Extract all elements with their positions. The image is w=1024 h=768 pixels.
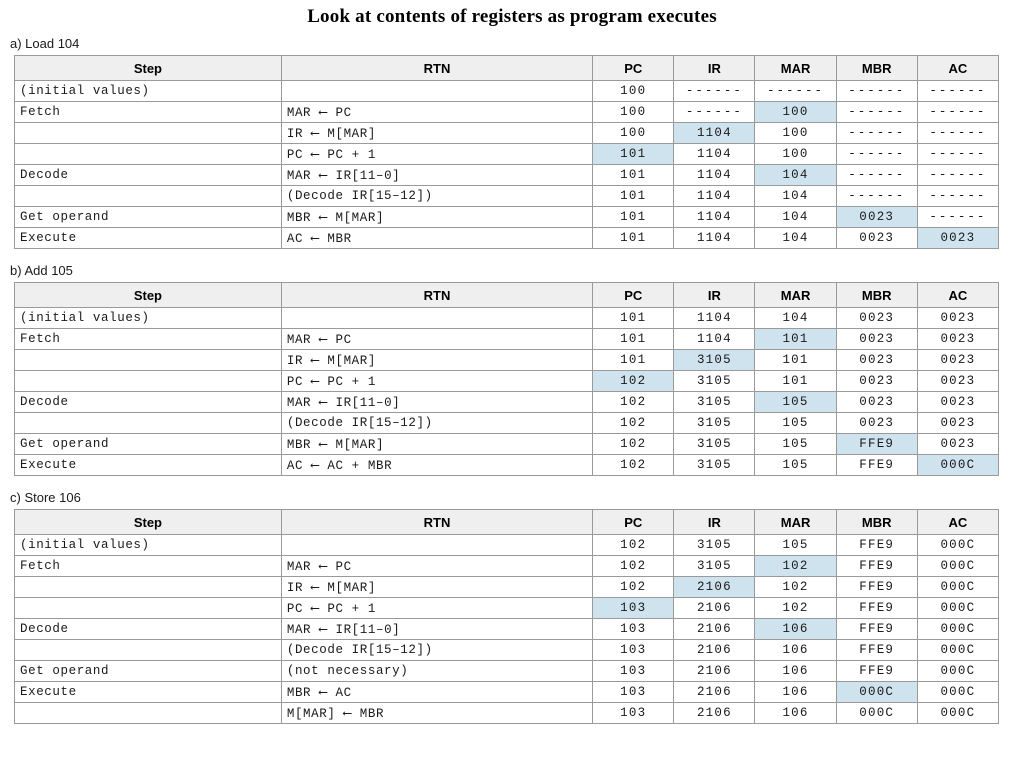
cell-mar: 102 bbox=[755, 598, 836, 619]
cell-mar: ------ bbox=[755, 81, 836, 102]
cell-step: Execute bbox=[15, 682, 282, 703]
cell-mar: 101 bbox=[755, 329, 836, 350]
cell-mbr: FFE9 bbox=[836, 556, 917, 577]
cell-pc: 101 bbox=[593, 186, 674, 207]
cell-mbr: FFE9 bbox=[836, 640, 917, 661]
cell-mbr: 0023 bbox=[836, 392, 917, 413]
cell-rtn: PC ⟵ PC + 1 bbox=[281, 598, 592, 619]
cell-pc: 101 bbox=[593, 350, 674, 371]
cell-ir: 1104 bbox=[674, 186, 755, 207]
cell-ir: 2106 bbox=[674, 682, 755, 703]
cell-ac: 0023 bbox=[917, 308, 998, 329]
cell-rtn: IR ⟵ M[MAR] bbox=[281, 123, 592, 144]
cell-mbr: 0023 bbox=[836, 413, 917, 434]
table-row bbox=[15, 577, 999, 598]
cell-step: Execute bbox=[15, 228, 282, 249]
table-row bbox=[15, 455, 999, 476]
cell-pc: 100 bbox=[593, 81, 674, 102]
cell-ir: 1104 bbox=[674, 144, 755, 165]
cell-rtn: MBR ⟵ M[MAR] bbox=[281, 434, 592, 455]
cell-mbr: 0023 bbox=[836, 350, 917, 371]
cell-ac: 000C bbox=[917, 619, 998, 640]
cell-ac: 000C bbox=[917, 682, 998, 703]
cell-rtn: MBR ⟵ M[MAR] bbox=[281, 207, 592, 228]
cell-step bbox=[15, 640, 282, 661]
cell-ac: ------ bbox=[917, 165, 998, 186]
cell-mar: 106 bbox=[755, 703, 836, 724]
cell-pc: 101 bbox=[593, 329, 674, 350]
cell-rtn bbox=[281, 308, 592, 329]
cell-pc: 103 bbox=[593, 703, 674, 724]
cell-ac: 000C bbox=[917, 640, 998, 661]
cell-ir: 3105 bbox=[674, 455, 755, 476]
cell-ir: 3105 bbox=[674, 392, 755, 413]
cell-mar: 105 bbox=[755, 413, 836, 434]
cell-mbr: ------ bbox=[836, 186, 917, 207]
cell-rtn: MAR ⟵ IR[11–0] bbox=[281, 619, 592, 640]
cell-rtn: PC ⟵ PC + 1 bbox=[281, 144, 592, 165]
cell-mar: 105 bbox=[755, 455, 836, 476]
cell-mbr: 0023 bbox=[836, 329, 917, 350]
cell-mar: 105 bbox=[755, 535, 836, 556]
table-body-c bbox=[15, 535, 999, 724]
cell-ac: 000C bbox=[917, 556, 998, 577]
cell-step: Fetch bbox=[15, 556, 282, 577]
cell-pc: 101 bbox=[593, 308, 674, 329]
table-row bbox=[15, 329, 999, 350]
cell-rtn: (Decode IR[15–12]) bbox=[281, 640, 592, 661]
cell-rtn: MAR ⟵ PC bbox=[281, 329, 592, 350]
cell-ac: 000C bbox=[917, 661, 998, 682]
table-row bbox=[15, 598, 999, 619]
table-row bbox=[15, 371, 999, 392]
table-row bbox=[15, 123, 999, 144]
table-row bbox=[15, 308, 999, 329]
cell-mar: 100 bbox=[755, 144, 836, 165]
cell-step bbox=[15, 577, 282, 598]
cell-mar: 104 bbox=[755, 308, 836, 329]
cell-step bbox=[15, 413, 282, 434]
cell-step bbox=[15, 123, 282, 144]
cell-mbr: FFE9 bbox=[836, 619, 917, 640]
section-add bbox=[0, 263, 1024, 476]
cell-pc: 102 bbox=[593, 413, 674, 434]
cell-ir: 2106 bbox=[674, 640, 755, 661]
cell-rtn: (not necessary) bbox=[281, 661, 592, 682]
cell-mbr: ------ bbox=[836, 144, 917, 165]
cell-rtn: M[MAR] ⟵ MBR bbox=[281, 703, 592, 724]
cell-mar: 102 bbox=[755, 556, 836, 577]
cell-rtn bbox=[281, 81, 592, 102]
cell-step: Execute bbox=[15, 455, 282, 476]
cell-mar: 104 bbox=[755, 207, 836, 228]
table-row bbox=[15, 350, 999, 371]
column-header-mbr: MBR bbox=[836, 510, 917, 535]
table-row bbox=[15, 619, 999, 640]
cell-ir: 1104 bbox=[674, 165, 755, 186]
cell-step: Get operand bbox=[15, 661, 282, 682]
cell-step: Fetch bbox=[15, 102, 282, 123]
cell-ac: 0023 bbox=[917, 350, 998, 371]
register-table-c bbox=[14, 509, 999, 724]
cell-ir: 2106 bbox=[674, 703, 755, 724]
cell-ac: ------ bbox=[917, 207, 998, 228]
cell-step bbox=[15, 598, 282, 619]
cell-pc: 101 bbox=[593, 165, 674, 186]
cell-pc: 103 bbox=[593, 661, 674, 682]
page-title: Look at contents of registers as program executes bbox=[307, 6, 717, 27]
cell-ac: ------ bbox=[917, 186, 998, 207]
table-row bbox=[15, 682, 999, 703]
cell-rtn: PC ⟵ PC + 1 bbox=[281, 371, 592, 392]
cell-mbr: FFE9 bbox=[836, 598, 917, 619]
cell-pc: 103 bbox=[593, 682, 674, 703]
cell-pc: 102 bbox=[593, 535, 674, 556]
cell-ir: 3105 bbox=[674, 535, 755, 556]
cell-mar: 105 bbox=[755, 392, 836, 413]
cell-mbr: 0023 bbox=[836, 207, 917, 228]
cell-mbr: 0023 bbox=[836, 228, 917, 249]
cell-ac: ------ bbox=[917, 144, 998, 165]
cell-ir: 3105 bbox=[674, 556, 755, 577]
cell-mbr: FFE9 bbox=[836, 434, 917, 455]
section-store bbox=[0, 490, 1024, 724]
cell-mar: 102 bbox=[755, 577, 836, 598]
cell-ir: 2106 bbox=[674, 661, 755, 682]
table-row bbox=[15, 556, 999, 577]
column-header-mar: MAR bbox=[755, 56, 836, 81]
cell-step: (initial values) bbox=[15, 308, 282, 329]
table-body-b bbox=[15, 308, 999, 476]
table-row bbox=[15, 434, 999, 455]
cell-pc: 102 bbox=[593, 392, 674, 413]
table-row bbox=[15, 102, 999, 123]
cell-rtn: AC ⟵ MBR bbox=[281, 228, 592, 249]
table-row bbox=[15, 392, 999, 413]
cell-ac: 0023 bbox=[917, 392, 998, 413]
table-row bbox=[15, 661, 999, 682]
table-row bbox=[15, 144, 999, 165]
cell-rtn: MAR ⟵ IR[11–0] bbox=[281, 165, 592, 186]
cell-pc: 100 bbox=[593, 123, 674, 144]
table-row bbox=[15, 703, 999, 724]
table-row bbox=[15, 165, 999, 186]
table-row bbox=[15, 228, 999, 249]
cell-step: (initial values) bbox=[15, 535, 282, 556]
cell-mar: 101 bbox=[755, 371, 836, 392]
column-header-ac: AC bbox=[917, 283, 998, 308]
cell-pc: 102 bbox=[593, 455, 674, 476]
cell-ir: 1104 bbox=[674, 329, 755, 350]
cell-ir: 2106 bbox=[674, 598, 755, 619]
cell-pc: 101 bbox=[593, 144, 674, 165]
cell-pc: 102 bbox=[593, 556, 674, 577]
cell-pc: 103 bbox=[593, 640, 674, 661]
cell-ir: 2106 bbox=[674, 619, 755, 640]
column-header-mbr: MBR bbox=[836, 283, 917, 308]
table-row bbox=[15, 207, 999, 228]
cell-mbr: FFE9 bbox=[836, 577, 917, 598]
cell-step bbox=[15, 186, 282, 207]
cell-ac: 0023 bbox=[917, 434, 998, 455]
cell-step: Decode bbox=[15, 619, 282, 640]
cell-ir: 3105 bbox=[674, 350, 755, 371]
cell-ir: 1104 bbox=[674, 123, 755, 144]
cell-pc: 101 bbox=[593, 228, 674, 249]
cell-ac: 000C bbox=[917, 577, 998, 598]
table-header-row bbox=[15, 56, 999, 81]
cell-rtn: (Decode IR[15–12]) bbox=[281, 413, 592, 434]
column-header-ac: AC bbox=[917, 56, 998, 81]
table-body-a bbox=[15, 81, 999, 249]
cell-pc: 102 bbox=[593, 577, 674, 598]
cell-ac: ------ bbox=[917, 123, 998, 144]
cell-ac: 000C bbox=[917, 703, 998, 724]
register-table-a bbox=[14, 55, 999, 249]
cell-mbr: FFE9 bbox=[836, 535, 917, 556]
cell-mar: 101 bbox=[755, 350, 836, 371]
cell-rtn bbox=[281, 535, 592, 556]
column-header-rtn: RTN bbox=[281, 283, 592, 308]
cell-ac: 0023 bbox=[917, 228, 998, 249]
cell-pc: 102 bbox=[593, 434, 674, 455]
table-row bbox=[15, 413, 999, 434]
column-header-ac: AC bbox=[917, 510, 998, 535]
cell-ac: 000C bbox=[917, 598, 998, 619]
column-header-step: Step bbox=[15, 56, 282, 81]
cell-pc: 103 bbox=[593, 598, 674, 619]
cell-step bbox=[15, 703, 282, 724]
cell-mar: 100 bbox=[755, 102, 836, 123]
column-header-rtn: RTN bbox=[281, 56, 592, 81]
cell-mbr: FFE9 bbox=[836, 661, 917, 682]
cell-mar: 106 bbox=[755, 682, 836, 703]
cell-ir: 1104 bbox=[674, 308, 755, 329]
column-header-rtn: RTN bbox=[281, 510, 592, 535]
cell-mbr: 0023 bbox=[836, 308, 917, 329]
cell-ac: 000C bbox=[917, 455, 998, 476]
cell-ac: ------ bbox=[917, 102, 998, 123]
column-header-ir: IR bbox=[674, 283, 755, 308]
column-header-mbr: MBR bbox=[836, 56, 917, 81]
cell-ir: 3105 bbox=[674, 413, 755, 434]
cell-mar: 105 bbox=[755, 434, 836, 455]
section-label-c: c) Store 106 bbox=[10, 490, 81, 505]
column-header-mar: MAR bbox=[755, 283, 836, 308]
cell-ir: 2106 bbox=[674, 577, 755, 598]
cell-mar: 104 bbox=[755, 165, 836, 186]
column-header-ir: IR bbox=[674, 56, 755, 81]
cell-rtn: (Decode IR[15–12]) bbox=[281, 186, 592, 207]
column-header-pc: PC bbox=[593, 510, 674, 535]
cell-ac: 0023 bbox=[917, 329, 998, 350]
cell-step: Decode bbox=[15, 392, 282, 413]
cell-rtn: IR ⟵ M[MAR] bbox=[281, 577, 592, 598]
cell-rtn: AC ⟵ AC + MBR bbox=[281, 455, 592, 476]
cell-ac: ------ bbox=[917, 81, 998, 102]
cell-rtn: MAR ⟵ PC bbox=[281, 556, 592, 577]
table-header-row bbox=[15, 510, 999, 535]
cell-step: Get operand bbox=[15, 207, 282, 228]
cell-mar: 100 bbox=[755, 123, 836, 144]
table-row bbox=[15, 81, 999, 102]
section-label-b: b) Add 105 bbox=[10, 263, 73, 278]
cell-step bbox=[15, 350, 282, 371]
cell-mar: 106 bbox=[755, 661, 836, 682]
cell-step bbox=[15, 144, 282, 165]
cell-mar: 106 bbox=[755, 619, 836, 640]
column-header-ir: IR bbox=[674, 510, 755, 535]
cell-mbr: FFE9 bbox=[836, 455, 917, 476]
table-header-row bbox=[15, 283, 999, 308]
cell-mar: 104 bbox=[755, 228, 836, 249]
cell-mbr: 000C bbox=[836, 703, 917, 724]
section-label-a: a) Load 104 bbox=[10, 36, 80, 51]
table-row bbox=[15, 535, 999, 556]
cell-mbr: 0023 bbox=[836, 371, 917, 392]
cell-mbr: ------ bbox=[836, 81, 917, 102]
column-header-pc: PC bbox=[593, 283, 674, 308]
cell-mbr: ------ bbox=[836, 165, 917, 186]
cell-ir: ------ bbox=[674, 102, 755, 123]
cell-ir: 1104 bbox=[674, 228, 755, 249]
cell-ir: ------ bbox=[674, 81, 755, 102]
cell-step: Decode bbox=[15, 165, 282, 186]
cell-ir: 3105 bbox=[674, 434, 755, 455]
section-load bbox=[0, 36, 1024, 249]
cell-step: Get operand bbox=[15, 434, 282, 455]
cell-mar: 104 bbox=[755, 186, 836, 207]
cell-pc: 100 bbox=[593, 102, 674, 123]
cell-pc: 103 bbox=[593, 619, 674, 640]
column-header-step: Step bbox=[15, 283, 282, 308]
cell-rtn: MAR ⟵ PC bbox=[281, 102, 592, 123]
cell-step: Fetch bbox=[15, 329, 282, 350]
column-header-pc: PC bbox=[593, 56, 674, 81]
column-header-mar: MAR bbox=[755, 510, 836, 535]
register-table-b bbox=[14, 282, 999, 476]
cell-ac: 000C bbox=[917, 535, 998, 556]
cell-ac: 0023 bbox=[917, 371, 998, 392]
table-row bbox=[15, 640, 999, 661]
cell-pc: 102 bbox=[593, 371, 674, 392]
cell-rtn: MBR ⟵ AC bbox=[281, 682, 592, 703]
cell-step bbox=[15, 371, 282, 392]
column-header-step: Step bbox=[15, 510, 282, 535]
cell-mbr: 000C bbox=[836, 682, 917, 703]
cell-ir: 1104 bbox=[674, 207, 755, 228]
cell-ir: 3105 bbox=[674, 371, 755, 392]
cell-ac: 0023 bbox=[917, 413, 998, 434]
cell-mbr: ------ bbox=[836, 123, 917, 144]
cell-rtn: IR ⟵ M[MAR] bbox=[281, 350, 592, 371]
cell-step: (initial values) bbox=[15, 81, 282, 102]
table-row bbox=[15, 186, 999, 207]
cell-mar: 106 bbox=[755, 640, 836, 661]
cell-mbr: ------ bbox=[836, 102, 917, 123]
cell-rtn: MAR ⟵ IR[11–0] bbox=[281, 392, 592, 413]
cell-pc: 101 bbox=[593, 207, 674, 228]
